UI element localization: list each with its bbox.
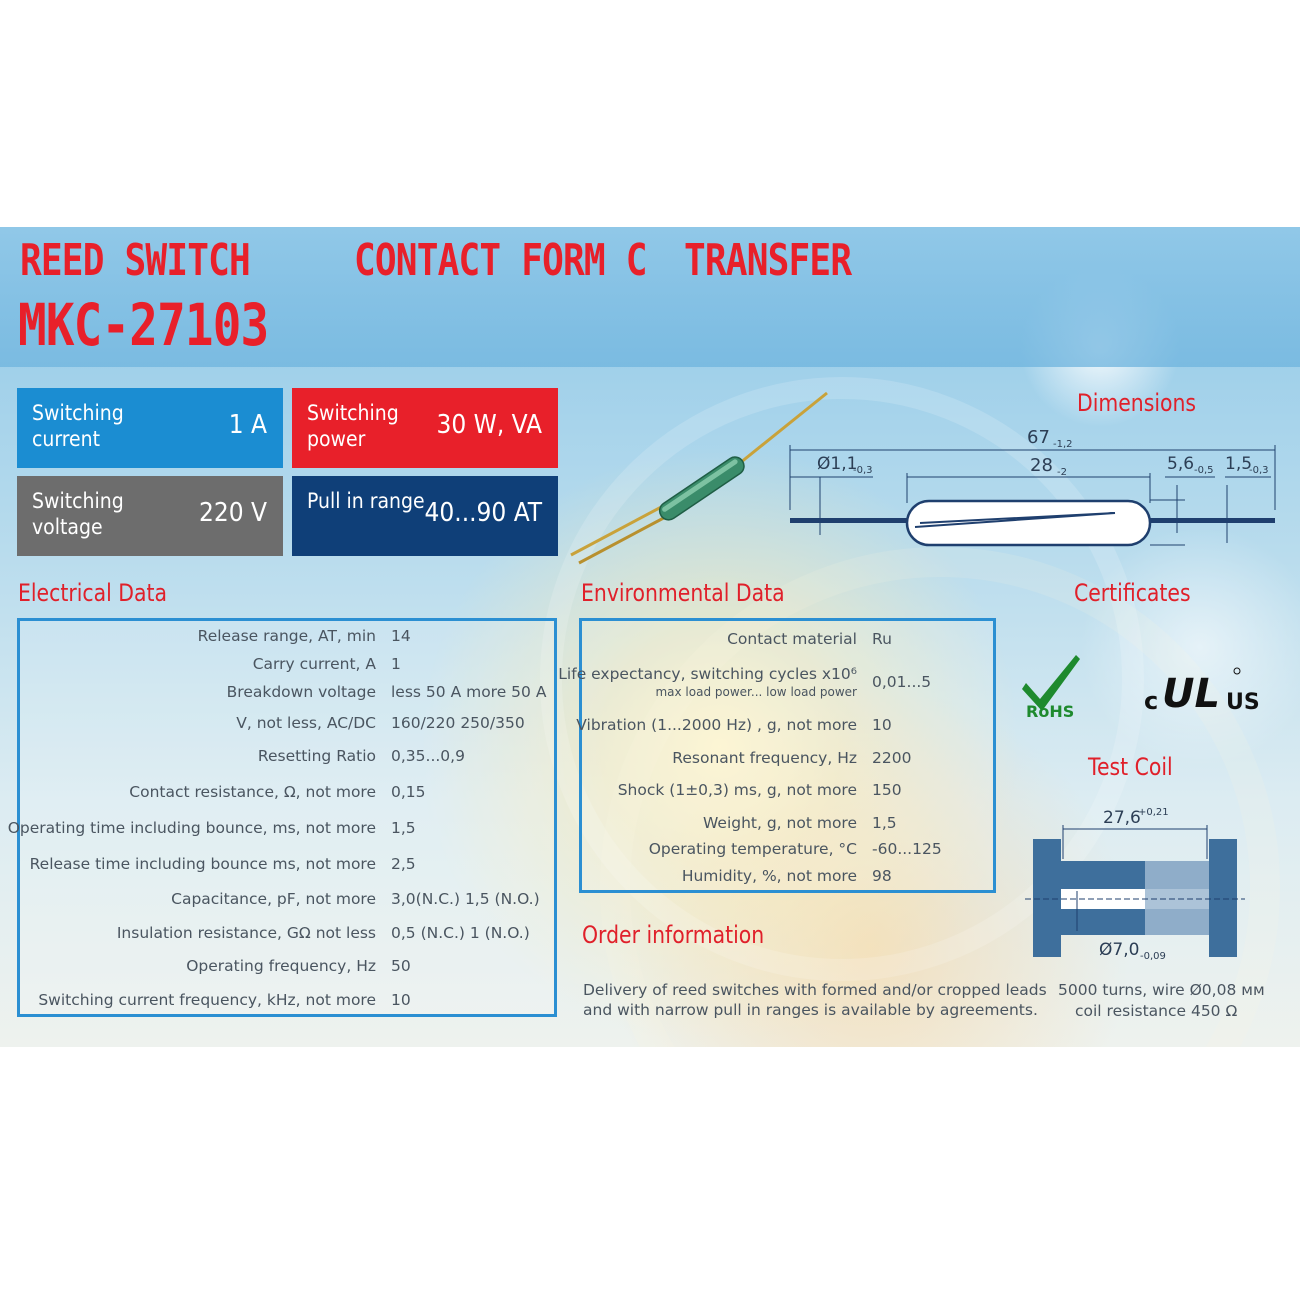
dim-diameter-tol: -0,5 — [1194, 465, 1214, 476]
dim-glass-tol: -2 — [1057, 467, 1067, 478]
title-contact-form: CONTACT FORM C — [354, 235, 647, 286]
coil-spec-line1: 5000 turns, wire Ø0,08 мм — [1058, 981, 1265, 999]
rohs-logo — [1020, 649, 1088, 721]
coil-length: 27,6 — [1103, 808, 1141, 828]
row-value: -60...125 — [872, 840, 942, 858]
row-label: Resonant frequency, Hz — [672, 749, 857, 767]
row-value: 3,0(N.C.) 1,5 (N.O.) — [391, 890, 540, 908]
row-value: 1,5 — [391, 819, 416, 837]
electrical-row — [20, 627, 411, 647]
row-value: 1 — [391, 655, 401, 673]
electrical-row — [7, 819, 416, 839]
svg-text:c: c — [1144, 687, 1159, 715]
environmental-row — [582, 867, 892, 887]
row-value: 0,01...5 — [872, 673, 932, 691]
row-value: 2,5 — [391, 855, 416, 873]
row-label: Operating temperature, °C — [648, 840, 857, 858]
tile-value: 40...90 AT — [424, 498, 542, 528]
row-value: 1,5 — [872, 814, 897, 832]
row-label: Humidity, %, not more — [681, 867, 857, 885]
row-label: Insulation resistance, GΩ not less — [116, 924, 376, 942]
row-label: Release range, AT, min — [197, 627, 376, 645]
row-value: 2200 — [872, 749, 912, 767]
tile-value: 1 A — [228, 410, 267, 440]
tile-pull-in-range — [292, 476, 558, 556]
electrical-row — [20, 924, 530, 944]
datasheet-panel — [0, 227, 1300, 1047]
order-heading: Order information — [582, 921, 765, 949]
tile-switching-voltage — [17, 476, 283, 556]
model-number: MKC-27103 — [18, 291, 269, 359]
row-label: Operating time including bounce, ms, not more — [7, 819, 376, 837]
row-value: 98 — [872, 867, 892, 885]
row-label: Vibration (1...2000 Hz) , g, not more — [576, 716, 857, 734]
tile-label: Pull in range — [307, 489, 425, 513]
row-label: Carry current, A — [252, 655, 376, 673]
row-value: 50 — [391, 957, 411, 975]
environmental-row — [582, 781, 902, 801]
row-label: Shock (1±0,3) ms, g, not more — [617, 781, 857, 799]
electrical-row — [20, 783, 426, 803]
tile-switching-power — [292, 388, 558, 468]
dimensions-heading: Dimensions — [1077, 389, 1197, 417]
row-label: Operating frequency, Hz — [186, 957, 376, 975]
tile-value: 220 V — [198, 498, 267, 528]
environmental-row — [582, 630, 892, 650]
environmental-row — [558, 665, 932, 699]
test-coil-heading: Test Coil — [1088, 753, 1173, 781]
row-label: Breakdown voltage — [226, 683, 376, 701]
row-sublabel: max load power... low load power — [655, 685, 857, 699]
dim-lead: 1,5 — [1225, 454, 1253, 474]
row-label: Weight, g, not more — [702, 814, 857, 832]
row-value: 0,5 (N.C.) 1 (N.O.) — [391, 924, 530, 942]
environmental-data-table — [558, 618, 996, 893]
row-label: Contact material — [727, 630, 857, 648]
row-value: 150 — [872, 781, 902, 799]
ul-logo — [1142, 663, 1262, 719]
tile-switching-current — [17, 388, 283, 468]
certificates-heading: Certificates — [1074, 579, 1191, 607]
dim-lead-tol: -0,3 — [1249, 465, 1269, 476]
tile-label: Switching power — [307, 401, 399, 451]
coil-spec-line2: coil resistance 450 Ω — [1075, 1002, 1238, 1020]
dim-lead-diameter: Ø1,1 — [817, 454, 858, 474]
electrical-row — [20, 890, 540, 910]
tile-value: 30 W, VA — [436, 410, 542, 440]
dim-total-tol: -1,2 — [1053, 439, 1073, 450]
row-label: Life expectancy, switching cycles x10⁶ — [558, 665, 857, 683]
row-label: Contact resistance, Ω, not more — [129, 783, 376, 801]
electrical-row — [20, 957, 411, 977]
row-value: 10 — [872, 716, 892, 734]
order-text-line1: Delivery of reed switches with formed and/or cropped leads — [583, 981, 1047, 999]
tile-label: Switching current — [32, 401, 124, 451]
dim-lead-diameter-tol: -0,3 — [853, 465, 873, 476]
row-label: Resetting Ratio — [257, 747, 376, 765]
electrical-row — [20, 655, 401, 675]
order-text-line2: and with narrow pull in ranges is available by agreements. — [583, 1001, 1038, 1019]
environmental-row — [582, 840, 942, 860]
row-value: 160/220 250/350 — [391, 714, 525, 732]
test-coil-drawing — [1025, 799, 1245, 969]
svg-text:RoHS: RoHS — [1026, 702, 1075, 721]
row-label: Release time including bounce ms, not more — [29, 855, 376, 873]
row-value: 0,35...0,9 — [391, 747, 465, 765]
row-value: 0,15 — [391, 783, 426, 801]
title-transfer: TRANSFER — [684, 235, 852, 286]
environmental-row — [576, 716, 892, 736]
row-value: Ru — [872, 630, 892, 648]
electrical-row — [20, 855, 416, 875]
environmental-heading: Environmental Data — [581, 579, 785, 607]
electrical-row — [20, 747, 465, 767]
electrical-row — [20, 991, 411, 1011]
row-label: V, not less, AC/DC — [236, 714, 376, 732]
coil-diameter-tol: -0,09 — [1140, 951, 1166, 962]
row-value: less 50 A more 50 A — [391, 683, 547, 701]
dim-glass: 28 — [1030, 455, 1053, 476]
row-label: Capacitance, pF, not more — [171, 890, 376, 908]
electrical-heading: Electrical Data — [18, 579, 167, 607]
electrical-row — [20, 683, 547, 703]
row-label: Switching current frequency, kHz, not more — [38, 991, 376, 1009]
coil-length-tol: +0,21 — [1138, 807, 1169, 818]
svg-text:US: US — [1226, 690, 1260, 715]
svg-text:UL: UL — [1162, 671, 1220, 717]
electrical-data-table — [7, 618, 557, 1017]
dim-diameter: 5,6 — [1167, 454, 1195, 474]
dimensions-drawing — [785, 425, 1285, 555]
electrical-row — [20, 714, 525, 734]
row-value: 14 — [391, 627, 411, 645]
title-reed-switch: REED SWITCH — [20, 235, 250, 286]
environmental-row — [582, 814, 897, 834]
row-value: 10 — [391, 991, 411, 1009]
coil-diameter: Ø7,0 — [1099, 940, 1140, 960]
tile-label: Switching voltage — [32, 489, 124, 539]
dim-total: 67 — [1027, 427, 1050, 448]
environmental-row — [582, 749, 912, 769]
